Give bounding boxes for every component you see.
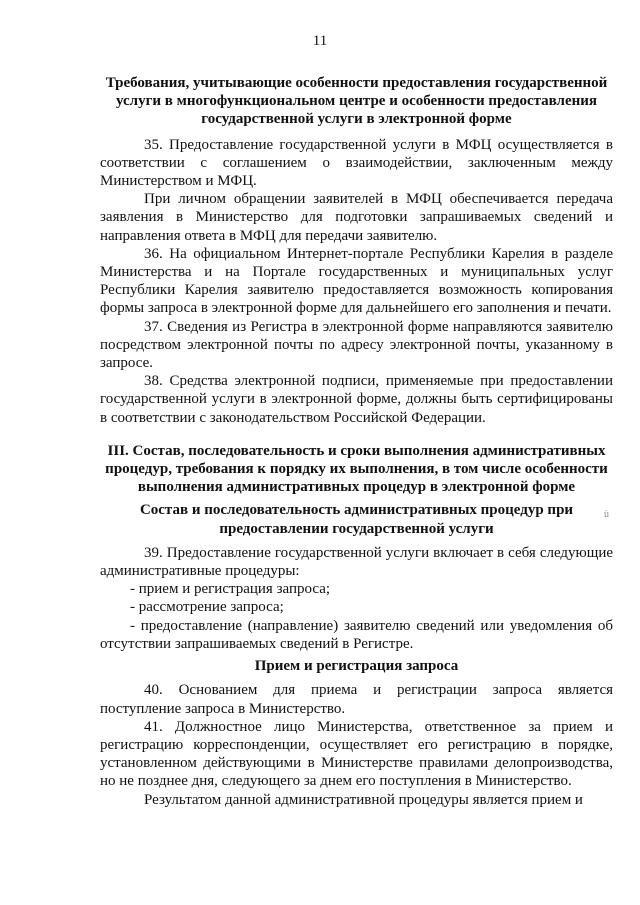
page-number: 11 [312, 33, 328, 49]
paragraph-40: 40. Основанием для приема и регистрации запроса является поступление запроса в Министерство. [100, 682, 613, 717]
paragraph-35: 35. Предоставление государственной услуги в МФЦ осуществляется в соответствии с соглашением о взаимодействии, заключенным между Министерством и МФЦ. [100, 136, 613, 190]
paragraph-39: 39. Предоставление государственной услуги включает в себя следующие административные процедуры: [100, 544, 613, 580]
paragraph-mfc-transfer: При личном обращении заявителей в МФЦ обеспечивается передача заявления в Министерство для подготовки запрашиваемых сведений и направления ответа в МФЦ для передачи заявителю. [100, 191, 613, 244]
paragraph-37: 37. Сведения из Регистра в электронной форме направляются заявителю посредством электронной почты по адресу электронной почты, указанному в запросе. [100, 318, 613, 372]
paragraph-36: 36. На официальном Интернет-портале Республики Карелия в разделе Министерства и на Портале государственных и муниципальных услуг Республики Карелия заявителю предоставляется возможность копирования формы запроса в электронной форме для дальнейшего его заполнения и печати. [100, 245, 613, 317]
section-heading-mfc: Требования, учитывающие особенности предоставления государственной услуги в многофункциональном центре и особенности предоставления государственной услуги в электронной форме [105, 75, 608, 128]
margin-mark: ù [604, 509, 609, 520]
list-item: - рассмотрение запроса; [130, 599, 284, 616]
paragraph-38: 38. Средства электронной подписи, применяемые при предоставлении государственной услуги в электронной форме, должны быть сертифицированы в соответствии с законодательством Российской Федерации. [100, 373, 613, 426]
paragraph-41: 41. Должностное лицо Министерства, ответственное за прием и регистрацию корреспонденции, осуществляет его регистрацию в порядке, установленном действующими в Министерстве правилами делопроизводства, но не позднее дня, следующего за днем его поступления в Министерство. [100, 718, 613, 790]
list-item: - предоставление (направление) заявителю сведений или уведомления об отсутствии запрашиваемых сведений в Регистре. [100, 617, 613, 652]
section-heading-reception: Прием и регистрация запроса [254, 658, 459, 675]
subheading-procedures: Состав и последовательность административных процедур при предоставлении государственной услуги [139, 502, 574, 537]
paragraph-result: Результатом данной административной процедуры является прием и [144, 791, 583, 808]
page-content [100, 74, 613, 809]
section-heading-iii: III. Состав, последовательность и сроки выполнения административных процедур, требования к порядку их выполнения, в том числе особенности выполнения административных процедур в электронной форме [105, 442, 608, 496]
list-item: - прием и регистрация запроса; [130, 581, 331, 598]
